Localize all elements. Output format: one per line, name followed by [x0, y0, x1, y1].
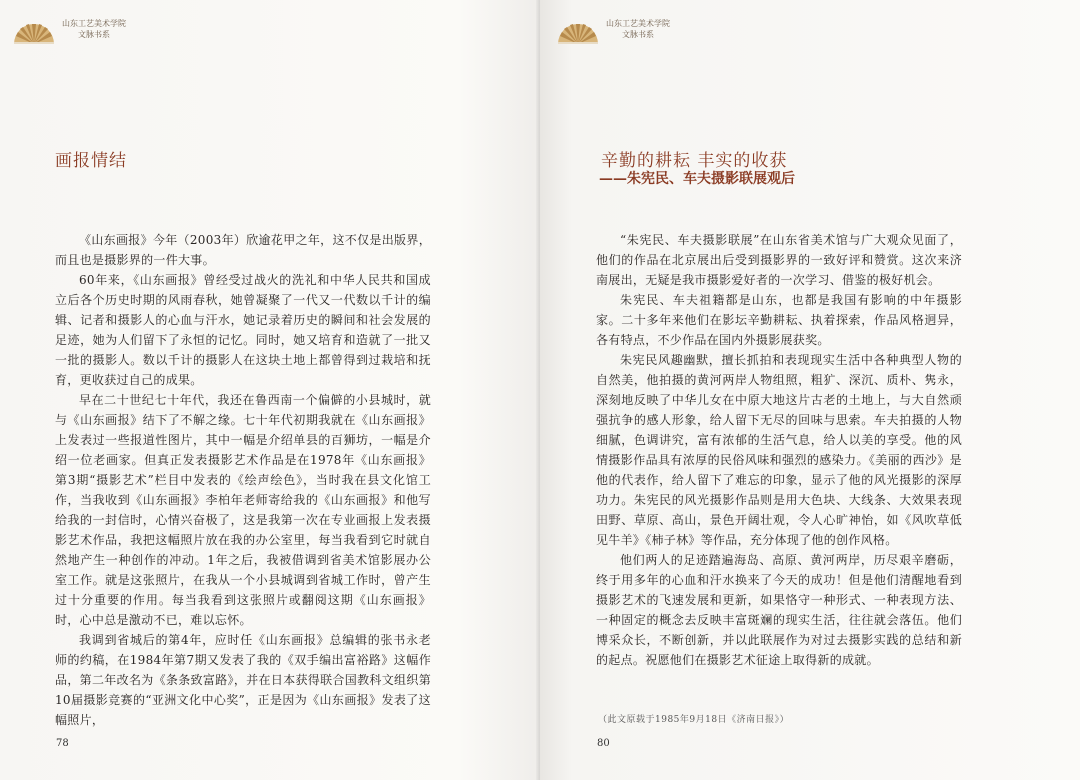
- paragraph: “朱宪民、车夫摄影联展”在山东省美术馆与广大观众见面了，他们的作品在北京展出后受到摄影界的一致好评和赞赏。这次来济南展出，无疑是我市摄影爱好者的一次学习、借鉴的极好机会。: [596, 233, 962, 287]
- fan-logo-icon: [12, 20, 56, 44]
- paragraph: 60年来，《山东画报》曾经受过战火的洗礼和中华人民共和国成立后各个历史时期的风雨春秋，她曾凝聚了一代又一代数以千计的编辑、记者和摄影人的心血与汗水，她记录着历史的瞬间和社会发展的足迹，她为人们留下了永恒的记忆。同时，她又培育和造就了一批又一批的摄影人。数以千计的摄影人在这块土地上都曾得到过栽培和抚育，更收获过自己的成果。: [55, 273, 431, 387]
- right-page: [540, 0, 1080, 780]
- right-article-title: 辛勤的耕耘 丰实的收获: [601, 151, 788, 171]
- right-article-body: [596, 230, 962, 670]
- paragraph: 朱宪民风趣幽默，擅长抓拍和表现现实生活中各种典型人物的自然美，他拍摄的黄河两岸人物组照，粗犷、深沉、质朴、隽永，深刻地反映了中华儿女在中原大地这片古老的土地上，与大自然顽强抗争的感人形象，给人留下无尽的回味与思索。车夫拍摄的人物细腻，色调讲究，富有浓郁的生活气息，给人以美的享受。他的风情摄影作品具有浓厚的民俗风味和强烈的感染力。《美丽的西沙》是他的代表作，给人留下了难忘的印象，显示了他的风光摄影的深厚功力。朱宪民的风光摄影作品则是用大色块、大线条、大效果表现田野、草原、高山，景色开阔壮观，令人心旷神怡，如《风吹草低见牛羊》《柿子林》等作品，充分体现了他的创作风格。: [596, 353, 962, 547]
- series-name-line2: 文脉书系: [622, 30, 654, 39]
- paragraph: 《山东画报》今年（2003年）欣逾花甲之年，这不仅是出版界，而且也是摄影界的一件大事。: [55, 233, 431, 267]
- left-article-title: 画报情结: [55, 151, 127, 171]
- paragraph: 他们两人的足迹踏遍海岛、高原、黄河两岸，历尽艰辛磨砺，终于用多年的心血和汗水换来了今天的成功！但是他们清醒地看到摄影艺术的飞速发展和更新，如果恪守一种形式、一种表现方法、一种固定的概念去反映丰富斑斓的现实生活，往往就会落伍。他们博采众长，不断创新，并以此联展作为对过去摄影实践的总结和新的起点。祝愿他们在摄影艺术征途上取得新的成就。: [596, 553, 962, 667]
- series-name: [598, 18, 678, 40]
- series-name-line1: 山东工艺美术学院: [606, 19, 670, 28]
- fan-logo-icon: [556, 20, 600, 44]
- paragraph: 朱宪民、车夫祖籍都是山东，也都是我国有影响的中年摄影家。二十多年来他们在影坛辛勤耕耘、执着探索，作品风格迥异，各有特点，不少作品在国内外摄影展获奖。: [596, 293, 962, 347]
- left-page-number: 78: [56, 738, 69, 749]
- source-note: （此文原载于1985年9月18日《济南日报》）: [598, 715, 790, 725]
- series-name: [54, 18, 134, 40]
- right-page-number: 80: [597, 738, 610, 749]
- paragraph: 早在二十世纪七十年代，我还在鲁西南一个偏僻的小县城时，就与《山东画报》结下了不解之缘。七十年代初期我就在《山东画报》上发表过一些报道性图片，其中一幅是介绍单县的百狮坊，一幅是介绍一位老画家。但真正发表摄影艺术作品是在1978年《山东画报》第3期“摄影艺术”栏目中发表的《绘声绘色》，当时我在县文化馆工作，当我收到《山东画报》李柏年老师寄给我的《山东画报》和他写给我的一封信时，心情兴奋极了，这是我第一次在专业画报上发表摄影艺术作品，我把这幅照片放在我的办公室里，每当我看到它时就自然地产生一种创作的冲动。1年之后，我被借调到省美术馆影展办公室工作。就是这张照片，在我从一个小县城调到省城工作时，曾产生过十分重要的作用。每当我看到这张照片或翻阅这期《山东画报》时，心中总是激动不已，难以忘怀。: [55, 393, 431, 627]
- paragraph: 我调到省城后的第4年，应时任《山东画报》总编辑的张书永老师的约稿，在1984年第7期又发表了我的《双手编出富裕路》这幅作品，第二年改名为《条条致富路》，并在日本获得联合国教科文组织第10届摄影竞赛的“亚洲文化中心奖”，正是因为《山东画报》发表了这幅照片，: [55, 633, 431, 727]
- series-name-line1: 山东工艺美术学院: [62, 19, 126, 28]
- left-article-body: [55, 230, 431, 730]
- series-name-line2: 文脉书系: [78, 30, 110, 39]
- right-article-subtitle: ——朱宪民、车夫摄影联展观后: [599, 171, 795, 187]
